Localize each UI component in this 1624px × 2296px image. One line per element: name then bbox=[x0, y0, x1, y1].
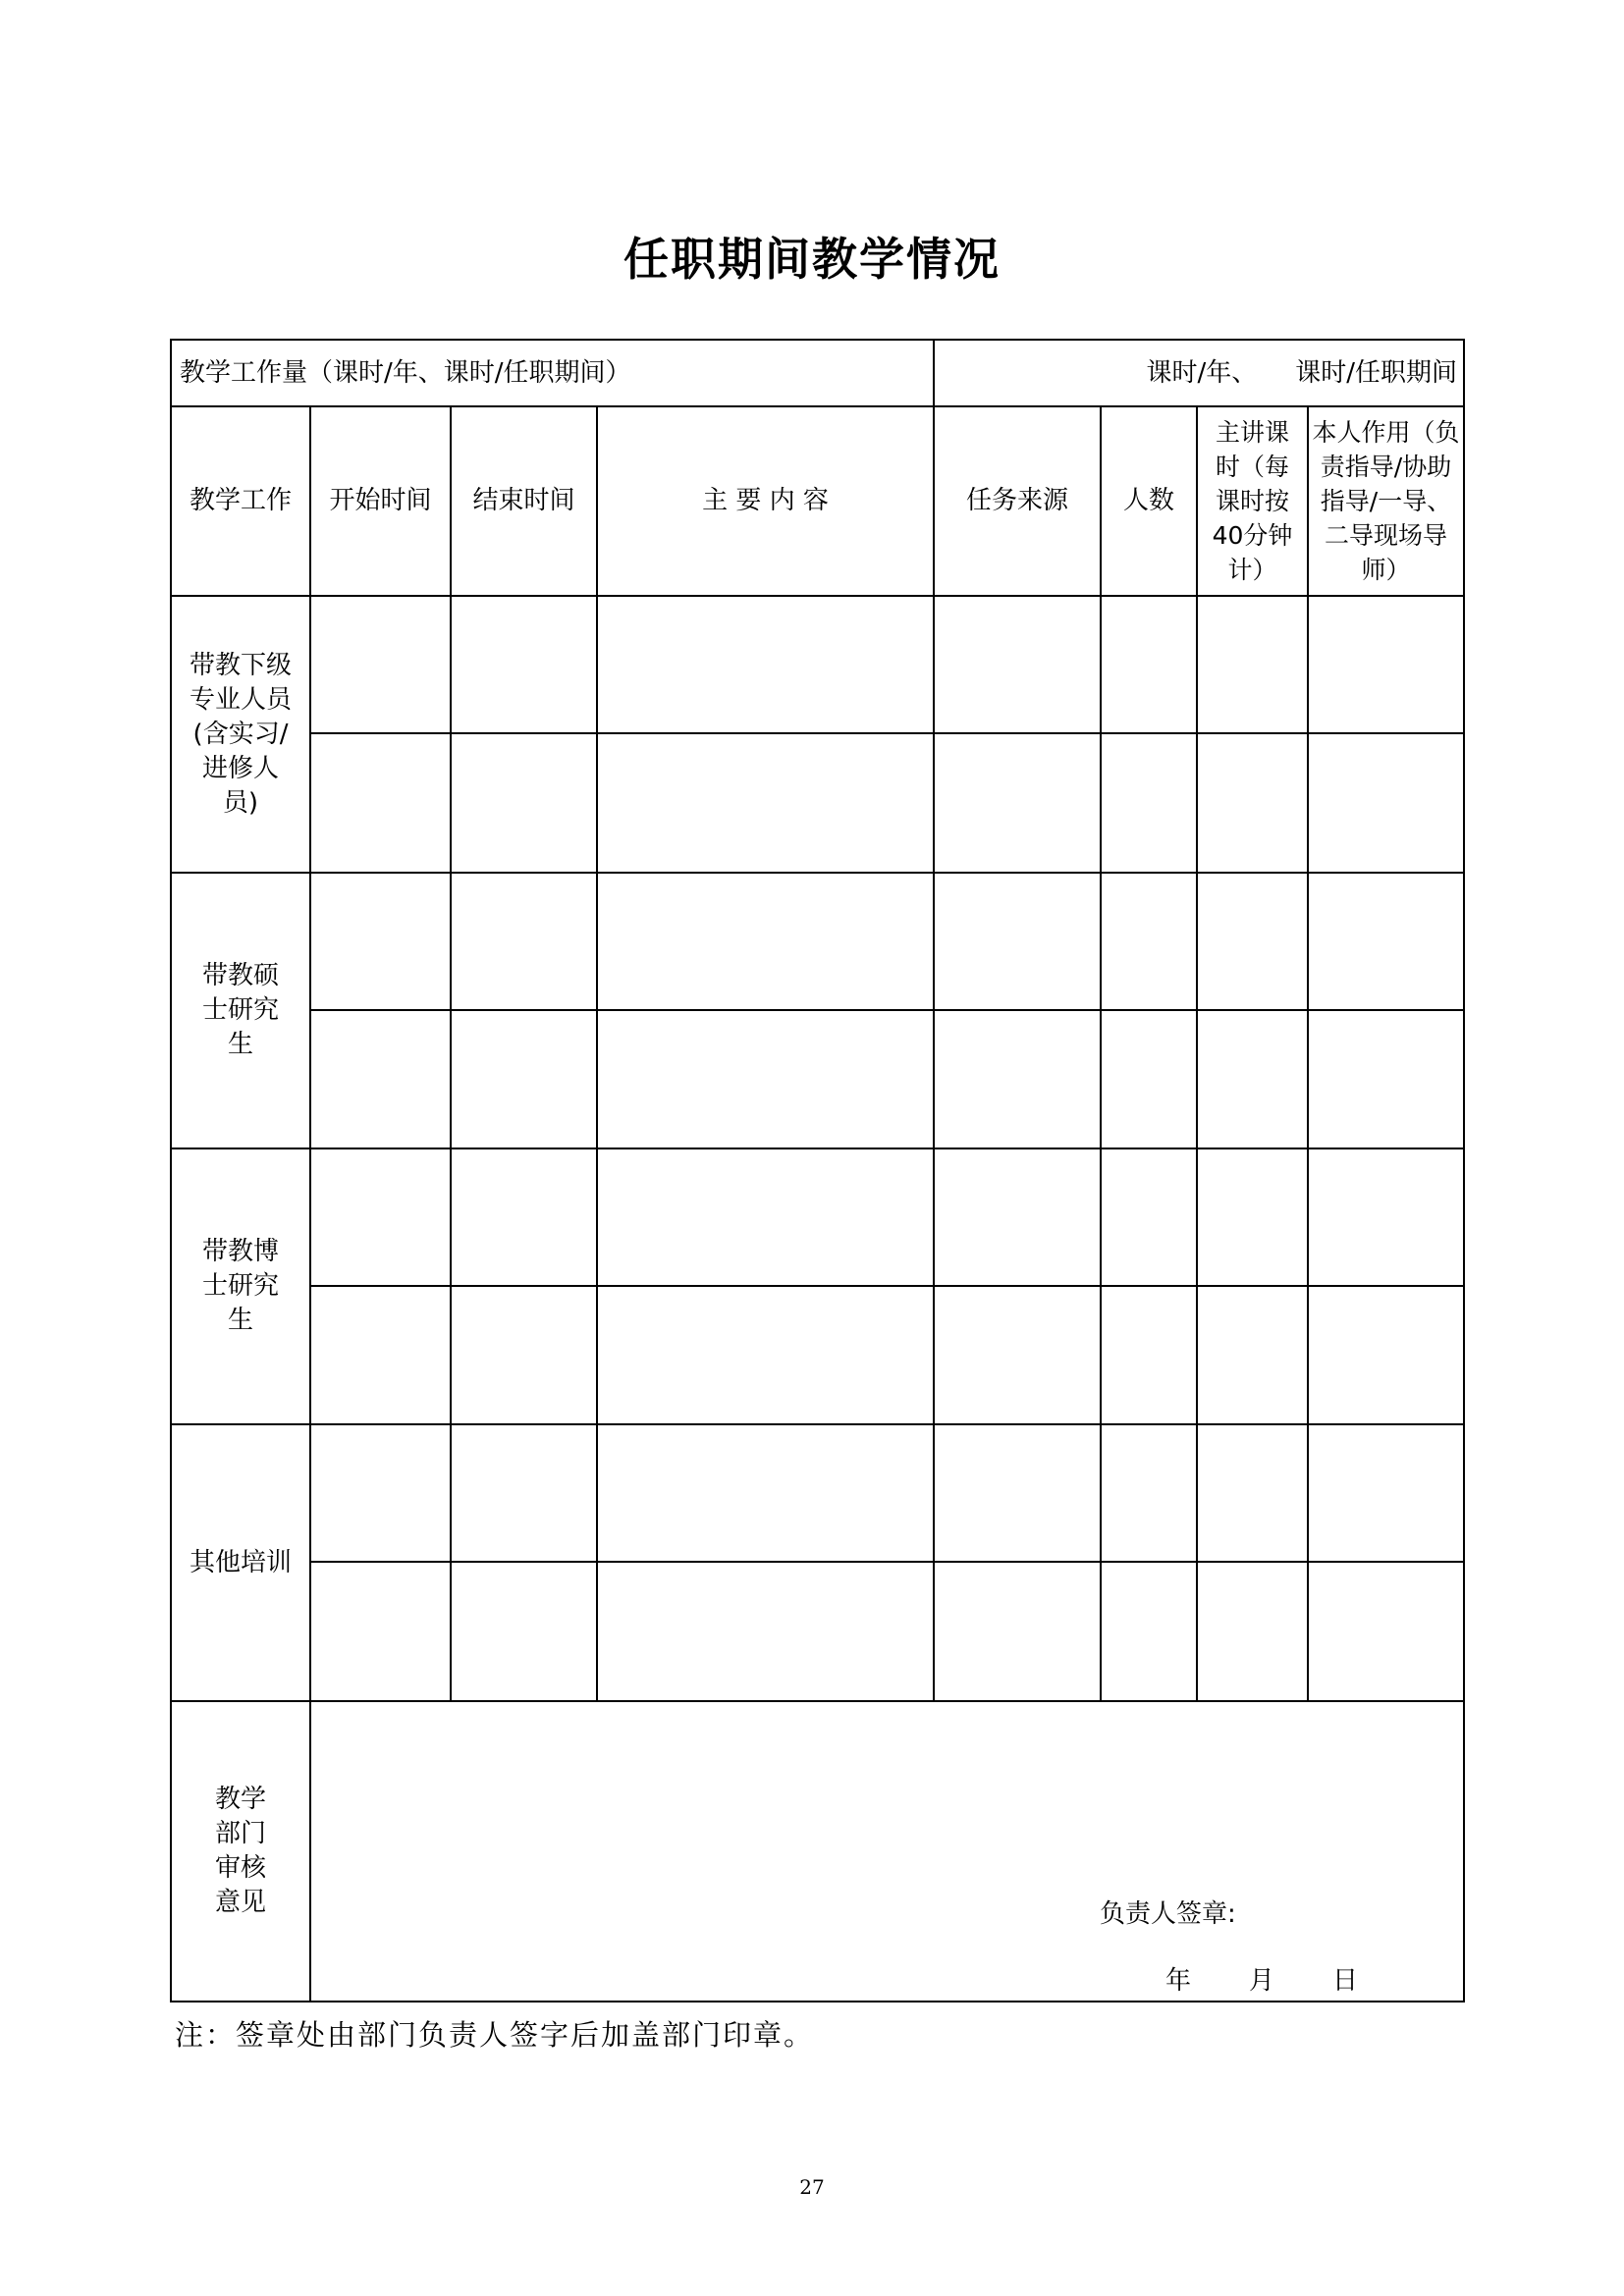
category-doctoral-students: 带教博士研究生 bbox=[201, 1237, 279, 1335]
header-main-content: 主 要 内 容 bbox=[702, 486, 829, 515]
column-divider bbox=[933, 405, 935, 1702]
header-start-time: 开始时间 bbox=[329, 486, 432, 515]
date-year-label: 年 bbox=[1164, 1965, 1191, 1996]
column-divider bbox=[1307, 405, 1309, 1702]
signature-label: 负责人签章: bbox=[1100, 1898, 1236, 1929]
header-headcount: 人数 bbox=[1122, 486, 1174, 515]
column-divider bbox=[596, 405, 598, 1702]
category-masters-students: 带教硕士研究生 bbox=[201, 961, 279, 1059]
header-task-source: 任务来源 bbox=[965, 486, 1068, 515]
header-lecture-hours: 主讲课时（每课时按40分钟计） bbox=[1212, 418, 1293, 584]
column-divider bbox=[309, 405, 311, 2002]
footnote: 注：签章处由部门负责人签字后加盖部门印章。 bbox=[175, 2018, 815, 2052]
column-divider bbox=[1100, 405, 1102, 1702]
date-day-label: 日 bbox=[1331, 1965, 1358, 1996]
row-divider bbox=[309, 1009, 1465, 1011]
row-divider bbox=[309, 1561, 1465, 1563]
header-personal-role: 本人作用（负责指导/协助指导/一导、二导现场导师） bbox=[1312, 418, 1460, 584]
workload-value: 课时/年、 课时/任职期间 bbox=[1146, 357, 1457, 388]
category-other-training: 其他培训 bbox=[189, 1547, 292, 1577]
header-work: 教学工作 bbox=[189, 486, 292, 515]
column-divider bbox=[450, 405, 452, 1702]
header-end-time: 结束时间 bbox=[472, 486, 575, 515]
category-junior-staff: 带教下级专业人员(含实习/进修人员) bbox=[189, 650, 292, 818]
row-divider bbox=[170, 1148, 1465, 1149]
column-divider bbox=[1196, 405, 1198, 1702]
row-divider bbox=[309, 732, 1465, 734]
row-divider bbox=[170, 595, 1465, 597]
workload-label: 教学工作量（课时/年、课时/任职期间） bbox=[180, 357, 631, 388]
page-number: 27 bbox=[799, 2175, 825, 2199]
row-divider bbox=[170, 1700, 1465, 1702]
row-divider bbox=[170, 872, 1465, 874]
row-divider bbox=[309, 1285, 1465, 1287]
review-label: 教学部门审核意见 bbox=[214, 1785, 266, 1917]
date-month-label: 月 bbox=[1248, 1965, 1274, 1996]
row-divider bbox=[170, 1423, 1465, 1425]
page-title: 任职期间教学情况 bbox=[623, 233, 1001, 286]
table-border-bottom bbox=[170, 2001, 1465, 2002]
table-border-right bbox=[1463, 339, 1465, 2002]
